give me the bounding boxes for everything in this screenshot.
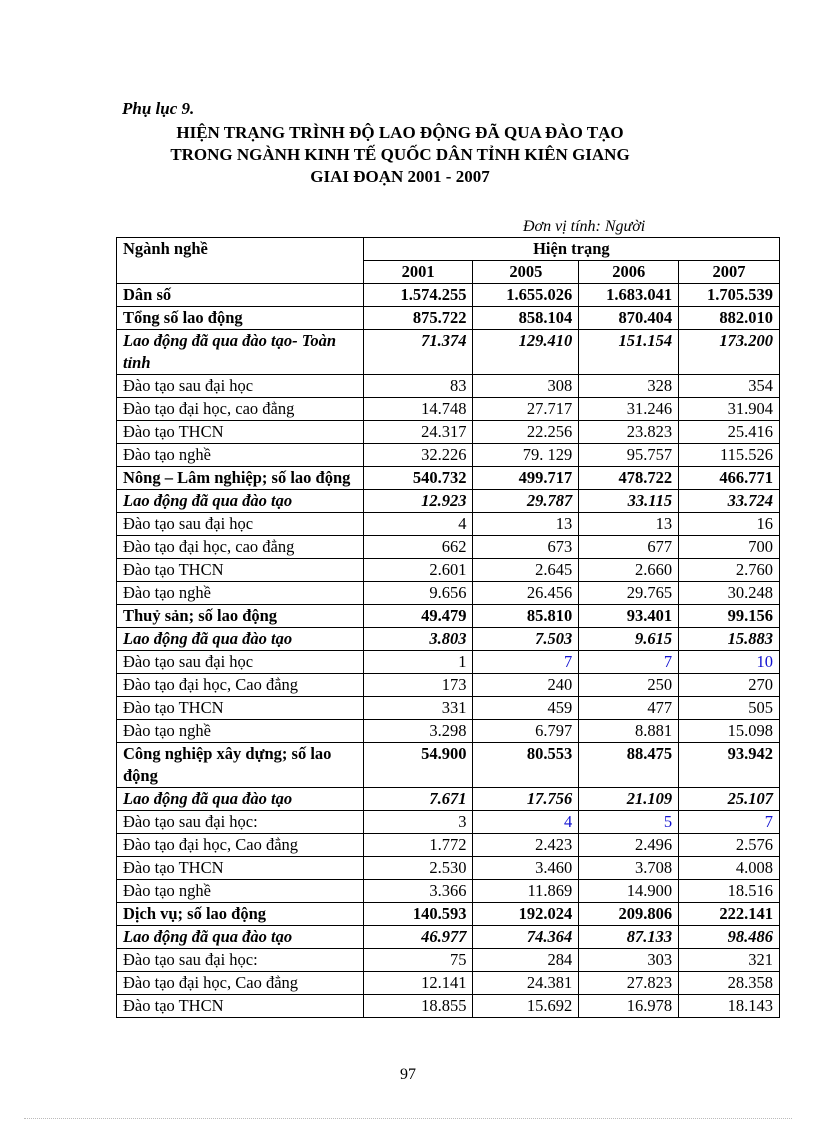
appendix-label: Phụ lục 9.: [122, 99, 195, 118]
value-cell-2001: 49.479: [363, 605, 473, 628]
value-cell-2001: 2.601: [363, 559, 473, 582]
table-row: [117, 375, 780, 398]
value-cell-2006: 95.757: [579, 444, 679, 467]
value-cell-2007: 115.526: [679, 444, 780, 467]
value-cell-2001: 54.900: [363, 743, 473, 788]
page-number: 97: [400, 1066, 416, 1083]
value-cell-2007: 16: [679, 513, 780, 536]
row-label: Công nghiệp xây dựng; số lao động: [117, 743, 364, 788]
value-cell-2006: 93.401: [579, 605, 679, 628]
table-header-row: [117, 238, 780, 261]
value-cell-2007: 505: [679, 697, 780, 720]
value-cell-2005: 17.756: [473, 788, 579, 811]
table-row: [117, 995, 780, 1018]
value-cell-2006: 13: [579, 513, 679, 536]
table-row: [117, 697, 780, 720]
row-label: Đào tạo đại học, Cao đẳng: [117, 834, 364, 857]
value-cell-2005: 3.460: [473, 857, 579, 880]
row-label: Đào tạo THCN: [117, 559, 364, 582]
column-group-header: Hiện trạng: [363, 238, 779, 261]
value-cell-2007: 30.248: [679, 582, 780, 605]
value-cell-2005: 79. 129: [473, 444, 579, 467]
value-cell-2005: 29.787: [473, 490, 579, 513]
value-cell-2001: 75: [363, 949, 473, 972]
value-cell-2005: 240: [473, 674, 579, 697]
row-label: Thuỷ sản; số lao động: [117, 605, 364, 628]
value-cell-2006: 23.823: [579, 421, 679, 444]
row-label: Dịch vụ; số lao động: [117, 903, 364, 926]
row-label: Đào tạo THCN: [117, 857, 364, 880]
value-cell-2001: 1: [363, 651, 473, 674]
value-cell-2001: 18.855: [363, 995, 473, 1018]
value-cell-2001: 12.141: [363, 972, 473, 995]
column-header-category: Ngành nghề: [117, 238, 364, 284]
table-row: [117, 788, 780, 811]
row-label: Đào tạo sau đại học: [117, 651, 364, 674]
value-cell-2005: 7: [473, 651, 579, 674]
value-cell-2006: 16.978: [579, 995, 679, 1018]
value-cell-2005: 26.456: [473, 582, 579, 605]
value-cell-2005: 2.423: [473, 834, 579, 857]
value-cell-2001: 9.656: [363, 582, 473, 605]
table-row: [117, 513, 780, 536]
value-cell-2001: 14.748: [363, 398, 473, 421]
value-cell-2006: 209.806: [579, 903, 679, 926]
row-label: Đào tạo THCN: [117, 421, 364, 444]
value-cell-2007: 321: [679, 949, 780, 972]
value-cell-2007: 18.143: [679, 995, 780, 1018]
table-row: [117, 559, 780, 582]
value-cell-2001: 2.530: [363, 857, 473, 880]
value-cell-2007: 466.771: [679, 467, 780, 490]
table-row: [117, 834, 780, 857]
row-label: Đào tạo sau đại học:: [117, 811, 364, 834]
value-cell-2007: 882.010: [679, 307, 780, 330]
table-row: [117, 421, 780, 444]
row-label: Đào tạo THCN: [117, 995, 364, 1018]
value-cell-2006: 3.708: [579, 857, 679, 880]
value-cell-2005: 308: [473, 375, 579, 398]
value-cell-2005: 129.410: [473, 330, 579, 375]
value-cell-2005: 24.381: [473, 972, 579, 995]
value-cell-2005: 1.655.026: [473, 284, 579, 307]
value-cell-2005: 74.364: [473, 926, 579, 949]
value-cell-2006: 1.683.041: [579, 284, 679, 307]
value-cell-2005: 2.645: [473, 559, 579, 582]
year-header: 2006: [579, 261, 679, 284]
row-label: Đào tạo nghề: [117, 880, 364, 903]
value-cell-2007: 15.098: [679, 720, 780, 743]
value-cell-2007: 93.942: [679, 743, 780, 788]
value-cell-2006: 328: [579, 375, 679, 398]
value-cell-2006: 477: [579, 697, 679, 720]
row-label: Lao động đã qua đào tạo: [117, 926, 364, 949]
value-cell-2005: 284: [473, 949, 579, 972]
value-cell-2006: 87.133: [579, 926, 679, 949]
value-cell-2006: 5: [579, 811, 679, 834]
title-line-3: GIAI ĐOẠN 2001 - 2007: [310, 167, 490, 186]
value-cell-2005: 22.256: [473, 421, 579, 444]
value-cell-2007: 98.486: [679, 926, 780, 949]
row-label: Lao động đã qua đào tạo: [117, 490, 364, 513]
value-cell-2005: 27.717: [473, 398, 579, 421]
year-header: 2005: [473, 261, 579, 284]
value-cell-2006: 151.154: [579, 330, 679, 375]
value-cell-2006: 677: [579, 536, 679, 559]
row-label: Đào tạo nghề: [117, 582, 364, 605]
value-cell-2006: 250: [579, 674, 679, 697]
value-cell-2001: 71.374: [363, 330, 473, 375]
value-cell-2005: 673: [473, 536, 579, 559]
value-cell-2001: 1.574.255: [363, 284, 473, 307]
row-label: Đào tạo đại học, cao đẳng: [117, 398, 364, 421]
value-cell-2005: 80.553: [473, 743, 579, 788]
value-cell-2007: 25.107: [679, 788, 780, 811]
value-cell-2006: 33.115: [579, 490, 679, 513]
row-label: Nông – Lâm nghiệp; số lao động: [117, 467, 364, 490]
value-cell-2005: 192.024: [473, 903, 579, 926]
value-cell-2007: 28.358: [679, 972, 780, 995]
table-row: [117, 628, 780, 651]
table-row: [117, 651, 780, 674]
title-line-1: HIỆN TRẠNG TRÌNH ĐỘ LAO ĐỘNG ĐÃ QUA ĐÀO TẠO: [176, 123, 624, 142]
value-cell-2007: 7: [679, 811, 780, 834]
value-cell-2007: 15.883: [679, 628, 780, 651]
value-cell-2005: 858.104: [473, 307, 579, 330]
unit-note: Đơn vị tính: Người: [523, 218, 646, 235]
title-line-2: TRONG NGÀNH KINH TẾ QUỐC DÂN TỈNH KIÊN GIANG: [170, 145, 630, 164]
value-cell-2006: 7: [579, 651, 679, 674]
table-row: [117, 949, 780, 972]
value-cell-2007: 99.156: [679, 605, 780, 628]
value-cell-2005: 6.797: [473, 720, 579, 743]
value-cell-2006: 31.246: [579, 398, 679, 421]
value-cell-2001: 4: [363, 513, 473, 536]
value-cell-2007: 700: [679, 536, 780, 559]
row-label: Đào tạo THCN: [117, 697, 364, 720]
row-label: Đào tạo đại học, cao đẳng: [117, 536, 364, 559]
value-cell-2006: 8.881: [579, 720, 679, 743]
table-row: [117, 536, 780, 559]
value-cell-2007: 1.705.539: [679, 284, 780, 307]
row-label: Lao động đã qua đào tạo- Toàn tỉnh: [117, 330, 364, 375]
value-cell-2001: 3: [363, 811, 473, 834]
table-row: [117, 743, 780, 788]
value-cell-2005: 7.503: [473, 628, 579, 651]
value-cell-2001: 173: [363, 674, 473, 697]
value-cell-2001: 331: [363, 697, 473, 720]
table-row: [117, 307, 780, 330]
table-row: [117, 605, 780, 628]
value-cell-2007: 25.416: [679, 421, 780, 444]
value-cell-2006: 2.496: [579, 834, 679, 857]
table-row: [117, 880, 780, 903]
row-label: Đào tạo sau đại học: [117, 513, 364, 536]
table-row: [117, 490, 780, 513]
row-label: Đào tạo sau đại học:: [117, 949, 364, 972]
table-row: [117, 330, 780, 375]
table-row: [117, 398, 780, 421]
value-cell-2006: 29.765: [579, 582, 679, 605]
value-cell-2001: 662: [363, 536, 473, 559]
row-label: Lao động đã qua đào tạo: [117, 628, 364, 651]
value-cell-2006: 870.404: [579, 307, 679, 330]
row-label: Lao động đã qua đào tạo: [117, 788, 364, 811]
value-cell-2005: 4: [473, 811, 579, 834]
table-row: [117, 720, 780, 743]
value-cell-2007: 2.576: [679, 834, 780, 857]
value-cell-2001: 3.366: [363, 880, 473, 903]
value-cell-2001: 140.593: [363, 903, 473, 926]
row-label: Đào tạo đại học, Cao đẳng: [117, 972, 364, 995]
row-label: Tổng số lao động: [117, 307, 364, 330]
table-row: [117, 857, 780, 880]
value-cell-2006: 2.660: [579, 559, 679, 582]
value-cell-2005: 11.869: [473, 880, 579, 903]
value-cell-2006: 303: [579, 949, 679, 972]
row-label: Đào tạo nghề: [117, 720, 364, 743]
table-row: [117, 811, 780, 834]
value-cell-2007: 10: [679, 651, 780, 674]
value-cell-2007: 270: [679, 674, 780, 697]
value-cell-2007: 33.724: [679, 490, 780, 513]
table-row: [117, 903, 780, 926]
table-body: [117, 284, 780, 1018]
value-cell-2005: 459: [473, 697, 579, 720]
row-label: Đào tạo sau đại học: [117, 375, 364, 398]
value-cell-2007: 18.516: [679, 880, 780, 903]
value-cell-2001: 12.923: [363, 490, 473, 513]
value-cell-2007: 222.141: [679, 903, 780, 926]
table-row: [117, 926, 780, 949]
row-label: Đào tạo nghề: [117, 444, 364, 467]
value-cell-2006: 14.900: [579, 880, 679, 903]
value-cell-2007: 31.904: [679, 398, 780, 421]
table-row: [117, 674, 780, 697]
value-cell-2001: 46.977: [363, 926, 473, 949]
value-cell-2001: 3.803: [363, 628, 473, 651]
value-cell-2006: 478.722: [579, 467, 679, 490]
value-cell-2007: 4.008: [679, 857, 780, 880]
value-cell-2005: 85.810: [473, 605, 579, 628]
value-cell-2005: 15.692: [473, 995, 579, 1018]
table-row: [117, 582, 780, 605]
row-label: Đào tạo đại học, Cao đẳng: [117, 674, 364, 697]
value-cell-2001: 875.722: [363, 307, 473, 330]
labor-table: [116, 237, 780, 1018]
value-cell-2001: 7.671: [363, 788, 473, 811]
page-bottom-rule: [24, 1118, 792, 1119]
value-cell-2001: 3.298: [363, 720, 473, 743]
value-cell-2001: 83: [363, 375, 473, 398]
value-cell-2001: 540.732: [363, 467, 473, 490]
year-header: 2001: [363, 261, 473, 284]
table-row: [117, 444, 780, 467]
table-row: [117, 284, 780, 307]
document-title: [100, 122, 700, 188]
value-cell-2005: 499.717: [473, 467, 579, 490]
value-cell-2001: 1.772: [363, 834, 473, 857]
value-cell-2006: 9.615: [579, 628, 679, 651]
table-row: [117, 972, 780, 995]
table-row: [117, 467, 780, 490]
value-cell-2006: 27.823: [579, 972, 679, 995]
value-cell-2007: 354: [679, 375, 780, 398]
value-cell-2006: 21.109: [579, 788, 679, 811]
value-cell-2001: 32.226: [363, 444, 473, 467]
row-label: Dân số: [117, 284, 364, 307]
value-cell-2005: 13: [473, 513, 579, 536]
value-cell-2006: 88.475: [579, 743, 679, 788]
year-header: 2007: [679, 261, 780, 284]
value-cell-2007: 173.200: [679, 330, 780, 375]
value-cell-2001: 24.317: [363, 421, 473, 444]
value-cell-2007: 2.760: [679, 559, 780, 582]
